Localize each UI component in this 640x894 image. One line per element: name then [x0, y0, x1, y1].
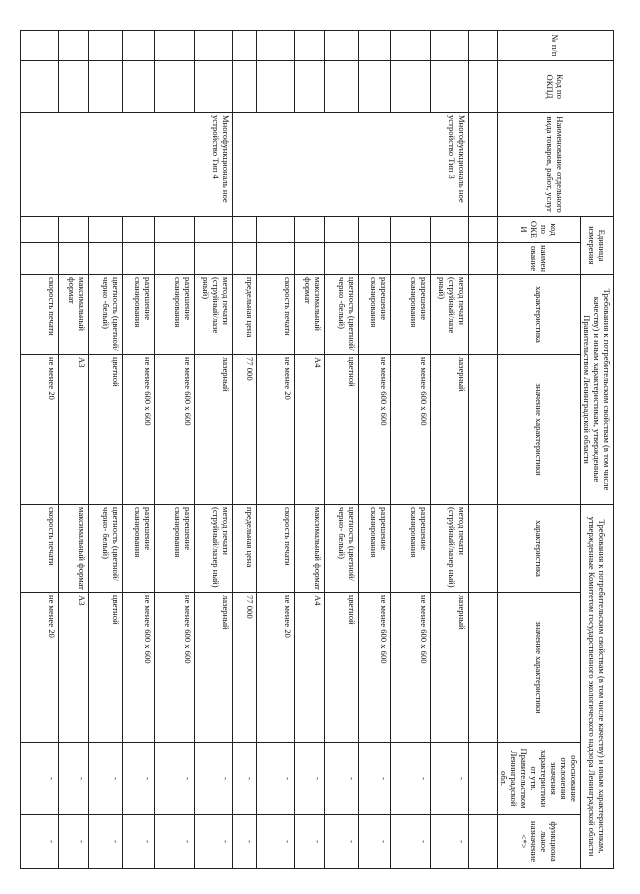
cell-okpd	[89, 61, 123, 113]
cell-value-gov: не менее 20	[257, 355, 295, 505]
cell-okei-code	[233, 217, 257, 243]
header-char-2: характеристика	[498, 505, 581, 593]
header-val-1: значение характеристики	[498, 355, 581, 505]
cell-justification: -	[295, 743, 325, 815]
cell-okei-name	[391, 243, 431, 275]
cell-characteristic-committee: скорость печати	[21, 505, 59, 593]
header-row-1	[581, 31, 614, 869]
cell-justification: -	[391, 743, 431, 815]
cell-function: -	[295, 815, 325, 869]
cell-value-gov: не менее 20	[21, 355, 59, 505]
cell-value-committee: не менее 600 x 600	[359, 593, 391, 743]
cell-okei-code	[195, 217, 233, 243]
cell-okei-code	[431, 217, 469, 243]
cell-value-gov: лазерный	[431, 355, 469, 505]
cell-okpd	[325, 61, 359, 113]
cell-characteristic-committee: максимальный формат	[295, 505, 325, 593]
cell-value-gov: не менее 600 x 600	[155, 355, 195, 505]
cell-characteristic-gov: максимальный формат	[295, 275, 325, 355]
cell-characteristic-gov: предельная цена	[233, 275, 257, 355]
cell-characteristic-gov: разрешение сканирования	[155, 275, 195, 355]
cell-okei-name	[325, 243, 359, 275]
header-name: Наименование отдельного вида товаров, работ, услуг	[498, 113, 614, 217]
cell-characteristic-gov: разрешение сканирования	[359, 275, 391, 355]
cell-okei-code	[59, 217, 89, 243]
cell-okei-code	[257, 217, 295, 243]
cell-value-gov: лазерный	[195, 355, 233, 505]
header-unit: Единица измерения	[581, 217, 614, 275]
cell-okpd	[195, 61, 233, 113]
cell-okei-name	[21, 243, 59, 275]
cell-okei-name	[59, 243, 89, 275]
cell-function: -	[431, 815, 469, 869]
cell-okei-code	[155, 217, 195, 243]
cell-value-committee: лазерный	[195, 593, 233, 743]
cell-justification: -	[233, 743, 257, 815]
table-row	[195, 31, 233, 869]
cell-justification: -	[155, 743, 195, 815]
cell-value-gov: A3	[59, 355, 89, 505]
cell-function: -	[195, 815, 233, 869]
cell-okei-name	[195, 243, 233, 275]
cell-characteristic-committee: разрешение сканирования	[155, 505, 195, 593]
cell-num	[21, 31, 59, 61]
cell-characteristic-gov: скорость печати	[257, 275, 295, 355]
cell-characteristic-gov: цветность (цветной/черно -белый)	[89, 275, 123, 355]
cell-value-committee: не менее 600 x 600	[391, 593, 431, 743]
cell-okpd	[21, 61, 59, 113]
table-row	[431, 31, 469, 869]
cell-value-committee: не менее 20	[257, 593, 295, 743]
cell-characteristic-committee: метод печати (струйный/лазер ный)	[195, 505, 233, 593]
header-func: функциона льное назначение <*>	[498, 815, 581, 869]
cell-characteristic-committee: предельная цена	[233, 505, 257, 593]
cell-characteristic-committee: разрешение сканирования	[359, 505, 391, 593]
cell-justification: -	[195, 743, 233, 815]
spacer-row	[469, 31, 498, 869]
cell-okei-name	[89, 243, 123, 275]
cell-okpd	[257, 61, 295, 113]
cell-value-committee: цветной	[325, 593, 359, 743]
cell-function: -	[59, 815, 89, 869]
cell-characteristic-gov: разрешение сканирования	[391, 275, 431, 355]
cell-okpd	[233, 61, 257, 113]
cell-characteristic-committee: метод печати (струйный/лазер ный)	[431, 505, 469, 593]
cell-okei-code	[325, 217, 359, 243]
cell-justification: -	[21, 743, 59, 815]
cell-characteristic-gov: разрешение сканирования	[123, 275, 155, 355]
cell-okei-code	[391, 217, 431, 243]
cell-num	[89, 31, 123, 61]
cell-justification: -	[89, 743, 123, 815]
cell-characteristic-committee: цветность (цветной/черно- белый)	[325, 505, 359, 593]
cell-value-committee: не менее 600 x 600	[155, 593, 195, 743]
cell-value-gov: не менее 600 x 600	[123, 355, 155, 505]
header-okei-name: наимен ование	[498, 243, 581, 275]
cell-okpd	[155, 61, 195, 113]
header-req-gov: Требования к потребительским свойствам (в том числе качеству) и иным характеристикам, утвержденные Правительством Ленинградской области	[581, 275, 614, 505]
header-req-committee: Требования к потребительским свойствам (в том числе качеству) и иным характеристикам, утвержденные Комитетом государственного экологического надзора Ленинградской области	[581, 505, 614, 869]
cell-okpd	[391, 61, 431, 113]
cell-function: -	[21, 815, 59, 869]
cell-value-committee: цветной	[89, 593, 123, 743]
header-okei-code: код по ОКЕИ	[498, 217, 581, 243]
header-justify: обоснование отклонения значения характеристики от утв. Правительством Ленинградской обл.	[498, 743, 581, 815]
cell-num	[59, 31, 89, 61]
cell-characteristic-gov: скорость печати	[21, 275, 59, 355]
header-val-2: значение характеристики	[498, 593, 581, 743]
requirements-table	[20, 30, 614, 869]
header-okpd: Код по ОКПД	[498, 61, 614, 113]
cell-value-committee: не менее 20	[21, 593, 59, 743]
cell-justification: -	[123, 743, 155, 815]
cell-justification: -	[359, 743, 391, 815]
cell-function: -	[325, 815, 359, 869]
cell-num	[325, 31, 359, 61]
cell-okpd	[431, 61, 469, 113]
cell-function: -	[89, 815, 123, 869]
cell-num	[359, 31, 391, 61]
cell-value-gov: цветной	[325, 355, 359, 505]
cell-okei-code	[123, 217, 155, 243]
cell-okpd	[123, 61, 155, 113]
cell-okei-code	[21, 217, 59, 243]
cell-product-name: Многофункциональ ное устройство Тип 4	[21, 113, 233, 217]
cell-value-gov: 77 000	[233, 355, 257, 505]
cell-value-gov: A4	[295, 355, 325, 505]
cell-function: -	[123, 815, 155, 869]
rotated-document	[24, 30, 614, 868]
cell-okei-code	[359, 217, 391, 243]
cell-okei-name	[431, 243, 469, 275]
cell-okei-name	[257, 243, 295, 275]
cell-okei-name	[359, 243, 391, 275]
cell-characteristic-gov: цветность (цветной/черно -белый)	[325, 275, 359, 355]
table-body	[21, 31, 469, 869]
cell-num	[233, 31, 257, 61]
cell-value-committee: 77 000	[233, 593, 257, 743]
cell-characteristic-gov: метод печати (струйный/лазе рный)	[431, 275, 469, 355]
cell-value-committee: A3	[59, 593, 89, 743]
cell-num	[155, 31, 195, 61]
cell-okei-name	[123, 243, 155, 275]
header-char-1: характеристика	[498, 275, 581, 355]
cell-value-gov: не менее 600 x 600	[391, 355, 431, 505]
cell-justification: -	[325, 743, 359, 815]
cell-function: -	[257, 815, 295, 869]
cell-justification: -	[59, 743, 89, 815]
cell-characteristic-committee: максимальный формат	[59, 505, 89, 593]
cell-characteristic-committee: скорость печати	[257, 505, 295, 593]
cell-okei-name	[233, 243, 257, 275]
cell-characteristic-committee: разрешение сканирования	[123, 505, 155, 593]
cell-value-committee: A4	[295, 593, 325, 743]
cell-num	[295, 31, 325, 61]
cell-num	[195, 31, 233, 61]
cell-value-gov: цветной	[89, 355, 123, 505]
cell-value-committee: лазерный	[431, 593, 469, 743]
cell-function: -	[155, 815, 195, 869]
cell-okei-code	[295, 217, 325, 243]
cell-characteristic-gov: метод печати (струйный/лазе рный)	[195, 275, 233, 355]
cell-function: -	[233, 815, 257, 869]
cell-okpd	[359, 61, 391, 113]
cell-num	[391, 31, 431, 61]
cell-characteristic-committee: цветность (цветной/черно- белый)	[89, 505, 123, 593]
cell-num	[257, 31, 295, 61]
cell-okei-name	[295, 243, 325, 275]
cell-justification: -	[257, 743, 295, 815]
cell-num	[431, 31, 469, 61]
cell-okei-name	[155, 243, 195, 275]
cell-value-gov: не менее 600 x 600	[359, 355, 391, 505]
cell-okpd	[295, 61, 325, 113]
cell-function: -	[359, 815, 391, 869]
cell-value-committee: не менее 600 x 600	[123, 593, 155, 743]
cell-characteristic-committee: разрешение сканирования	[391, 505, 431, 593]
cell-justification: -	[431, 743, 469, 815]
cell-product-name: Многофункциональ ное устройство Тип 3	[233, 113, 469, 217]
cell-okei-code	[89, 217, 123, 243]
cell-okpd	[59, 61, 89, 113]
cell-function: -	[391, 815, 431, 869]
cell-characteristic-gov: максимальный формат	[59, 275, 89, 355]
cell-num	[123, 31, 155, 61]
header-num: № п/п	[498, 31, 614, 61]
